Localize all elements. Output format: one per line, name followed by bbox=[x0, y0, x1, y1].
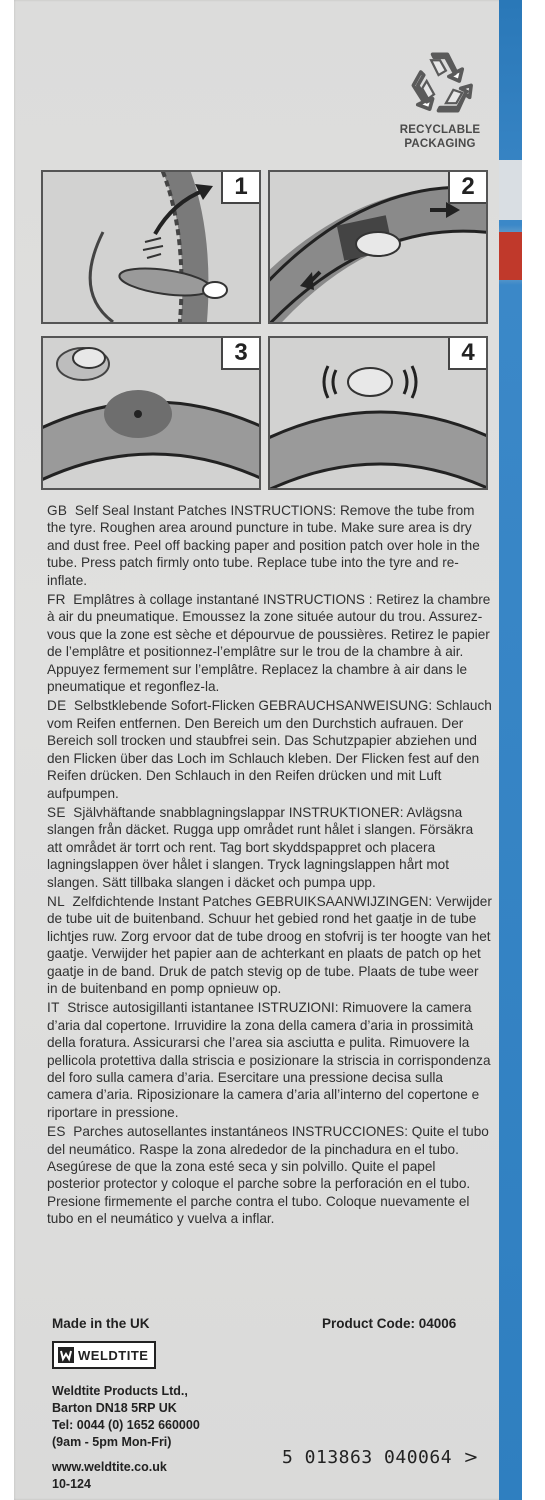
made-in-label: Made in the UK bbox=[52, 1316, 150, 1331]
weldtite-logo-icon bbox=[58, 1347, 74, 1363]
recycle-label-1: RECYCLABLE bbox=[399, 124, 481, 136]
instruction-fr bbox=[47, 591, 492, 695]
instruction-de bbox=[47, 697, 492, 801]
instruction-text: Självhäftande snabblagningslappar INSTRUKTIONER: Avlägsna slangen från däcket. Rugga upp området runt hålet i slangen. Försäkra att området är torrt och rent. Tag bort skyddspappret och placera lagningslappen över hålet i slangen. Tryck lagningslappen hårt mot slangen. Sätt tillbaka slangen i däcket och pumpa upp. bbox=[47, 804, 474, 890]
instruction-text: Zelfdichtende Instant Patches GEBRUIKSAANWIJZINGEN: Verwijder de tube uit de buitenband. Schuur het gebied rond het gaatje in de tube lichtjes ruw. Zorg ervoor dat de tube droog en stofvrij is ter hoogte van het gaatje. Verwijder het papier aan de achterkant en plaats de patch op het gaatje in de band. Druk de patch stevig op de tube. Plaats de tube weer in de buitenband en pomp opnieuw op. bbox=[47, 893, 492, 996]
company-name: Weldtite Products Ltd., bbox=[52, 1384, 188, 1398]
company-website: www.weldtite.co.uk bbox=[52, 1460, 167, 1474]
instruction-text: Emplâtres à collage instantané INSTRUCTIONS : Retirez la chambre à air du pneumatique. Emoussez la zone située autour du trou. Assurez-vous que la zone est sèche et dépourvue de poussières. Retirez le papier de l’emplâtre et positionnez-l’emplâtre sur le trou de la chambre à air. Appuyez fermement sur l’emplâtre. Replacez la chambre à air dans le pneumatique et regonflez-la. bbox=[47, 592, 491, 695]
barcode-number bbox=[282, 1447, 479, 1468]
instruction-text: Parches autosellantes instantáneos INSTRUCCIONES: Quite el tubo del neumático. Raspe la zona alrededor de la pinchadura en el tubo. Asegúrese de que la zona esté seca y sin polvillo. Quite el papel posterior protector y coloque el parche sobre la perforación en el tubo. Presione firmemente el parche contra el tubo. Coloque nuevamente el tubo en el neumático y vuelva a inflar. bbox=[47, 1124, 489, 1227]
instruction-text: Selbstklebende Sofort-Flicken GEBRAUCHSANWEISUNG: Schlauch vom Reifen entfernen. Den Bereich um den Durchstich aufrauen. Der Bereich soll trocken und staubfrei sein. Das Schutzpapier abziehen und den Flicken über das Loch im Schlauch kleben. Der Flicken fest auf den Reifen drücken. Den Schlauch in den Reifen drücken und mit Luft aufpumpen. bbox=[47, 698, 492, 801]
instruction-text: Self Seal Instant Patches INSTRUCTIONS: Remove the tube from the tyre. Roughen area around puncture in tube. Make sure area is dry and dust free. Peel off backing paper and position patch over hole in the tube. Press patch firmly onto tube. Replace tube into the tyre and re-inflate. bbox=[47, 503, 480, 588]
step-panel-1 bbox=[41, 170, 261, 324]
lang-code: DE bbox=[47, 698, 67, 714]
recycle-logo bbox=[380, 44, 500, 164]
step-number-4: 4 bbox=[448, 338, 486, 370]
edge-red-band bbox=[499, 232, 522, 280]
reference-code: 10-124 bbox=[52, 1477, 91, 1491]
step-number-1: 1 bbox=[221, 172, 259, 204]
lang-code: SE bbox=[47, 804, 66, 820]
instruction-nl bbox=[47, 893, 492, 997]
instruction-gb bbox=[47, 502, 492, 589]
instruction-se bbox=[47, 804, 492, 891]
company-hours: (9am - 5pm Mon-Fri) bbox=[52, 1435, 172, 1449]
lang-code: GB bbox=[47, 503, 68, 518]
step-number-3: 3 bbox=[221, 338, 259, 370]
brand-name: WELDTITE bbox=[78, 1347, 149, 1363]
product-code: Product Code: 04006 bbox=[322, 1316, 457, 1331]
company-phone: Tel: 0044 (0) 1652 660000 bbox=[52, 1418, 200, 1432]
edge-strip bbox=[499, 0, 522, 1500]
company-address: Barton DN18 5RP UK bbox=[52, 1401, 177, 1415]
lang-code: ES bbox=[47, 1124, 66, 1140]
barcode-chevron: > bbox=[463, 1447, 479, 1468]
lang-code: IT bbox=[47, 1000, 60, 1016]
recycle-icon bbox=[403, 44, 477, 118]
lang-code: FR bbox=[47, 592, 66, 608]
instruction-text: Strisce autosigillanti istantanee ISTRUZIONI: Rimuovere la camera d’aria dal copertone. Irruvidire la zona della camera d’aria in prossimità della foratura. Assicurarsi che l’area sia asciutta e pulita. Rimuovere la pellicola protettiva dalla striscia e posizionare la striscia in corrispondenza del foro sulla camera d’aria. Esercitare una pressione decisa sulla camera d’aria. Riposizionare la camera d’aria all’interno del copertone e riportare in pressione. bbox=[47, 1000, 491, 1120]
barcode-digits: 5 013863 040064 bbox=[282, 1447, 453, 1468]
instruction-it bbox=[47, 999, 492, 1121]
instruction-es bbox=[47, 1123, 492, 1227]
instructions-block bbox=[47, 502, 492, 1230]
footer-company-info bbox=[52, 1316, 292, 1493]
recycle-label-2: PACKAGING bbox=[404, 138, 476, 150]
step-number-2: 2 bbox=[448, 172, 486, 204]
lang-code: NL bbox=[47, 893, 65, 909]
step-panel-4 bbox=[268, 336, 488, 490]
edge-highlight bbox=[499, 160, 522, 220]
step-panel-3 bbox=[41, 336, 261, 490]
step-panel-2 bbox=[268, 170, 488, 324]
brand-logo bbox=[52, 1341, 156, 1369]
